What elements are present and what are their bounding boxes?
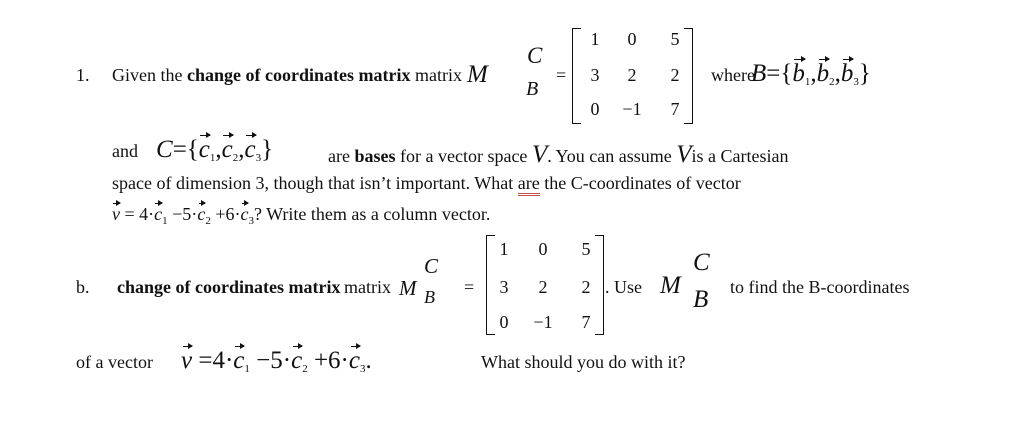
bold-term: change of coordinates matrix	[117, 277, 341, 297]
matrix-cell: 2	[627, 65, 637, 85]
bases-bold: bases	[354, 146, 396, 166]
matrix-cell: 2	[670, 65, 680, 85]
t: −5·	[249, 347, 292, 374]
matrix-cell: 0	[590, 99, 600, 119]
matrix-symbol: M	[660, 272, 681, 299]
matrix-cell: 2	[581, 277, 591, 297]
eq: =	[766, 60, 781, 87]
eq: =	[172, 136, 187, 163]
matrix-cell: 0	[538, 239, 548, 259]
spellcheck-word: are	[518, 173, 540, 196]
t: +6·	[307, 347, 349, 374]
t: = 4·	[120, 204, 155, 224]
vector-expression	[181, 348, 372, 375]
vector-c2: c	[197, 204, 206, 224]
vector-b3: b	[840, 60, 854, 87]
t: space of dimension 3, though that isn’t important. What	[112, 173, 514, 193]
bold-term: change of coordinates matrix	[186, 65, 411, 85]
sub: 3	[360, 363, 366, 375]
equals-sign: =	[556, 65, 567, 85]
question-text: What should you do with it?	[481, 352, 686, 372]
matrix-cell: 7	[670, 99, 680, 119]
line2-text	[328, 142, 788, 167]
t: for a vector space	[400, 146, 528, 166]
superscript-c: C	[693, 249, 710, 276]
sub: 1	[162, 215, 168, 227]
brace: }	[858, 60, 871, 87]
vector-expression	[112, 205, 490, 227]
matrix-cell: 5	[670, 29, 680, 49]
basis-c-set: $C=\{c_1,c_2,c_3\}$	[156, 136, 274, 164]
t: is a Cartesian	[691, 146, 789, 166]
vector-c2: c	[291, 347, 303, 374]
set-name: B	[751, 60, 767, 87]
t: .	[365, 347, 372, 374]
brace: }	[261, 136, 274, 163]
vector-v: v	[181, 347, 193, 374]
matrix-cell: 3	[590, 65, 600, 85]
t: =4·	[192, 347, 234, 374]
of-a-vector-text: of a vector	[76, 352, 153, 372]
sub: 1	[209, 152, 216, 164]
t: −5·	[167, 204, 198, 224]
vector-c3: c	[240, 204, 249, 224]
intro-text: Given the	[112, 65, 183, 85]
t: . You can assume	[547, 146, 672, 166]
part-b-label: b.	[76, 277, 90, 297]
sub: 3	[248, 215, 254, 227]
matrix-cell: −1	[533, 312, 553, 332]
question-number: 1.	[76, 65, 90, 85]
matrix-cell: 1	[499, 239, 509, 259]
where-text: where	[711, 65, 755, 85]
matrix-symbol: M	[399, 276, 417, 300]
vector-b2: b	[816, 60, 830, 87]
vector-c1: c	[233, 347, 245, 374]
sub: 2	[205, 215, 211, 227]
matrix-cell: 3	[499, 277, 509, 297]
subscript-b: B	[693, 286, 709, 313]
superscript-c: C	[424, 254, 439, 278]
vector-c3: c	[244, 136, 256, 163]
sub: 1	[244, 363, 250, 375]
t: are	[328, 146, 350, 166]
matrix-cell: 0	[499, 312, 509, 332]
vector-c1: c	[154, 204, 163, 224]
matrix-cell: 7	[581, 312, 591, 332]
vector-v: v	[112, 204, 120, 224]
brace: {	[780, 60, 793, 87]
space-v: V	[531, 141, 548, 168]
basis-b-set: $B=\{b_1,b_2,b_3\}$	[751, 60, 871, 88]
equals-sign: =	[464, 277, 475, 297]
sub: 2	[232, 152, 239, 164]
sub: 2	[829, 76, 835, 88]
use-text: . Use	[605, 277, 642, 297]
sub: 3	[853, 76, 859, 88]
matrix-cell: 0	[627, 29, 637, 49]
find-text: to find the B-coordinates	[730, 277, 910, 297]
vector-c1: c	[198, 136, 210, 163]
t: the C-coordinates of vector	[544, 173, 741, 193]
matrix-cell: 2	[538, 277, 548, 297]
subscript-b: B	[526, 78, 539, 100]
superscript-c: C	[527, 43, 543, 68]
sub: 3	[255, 152, 262, 164]
t: ? Write them as a column vector.	[253, 204, 491, 224]
matrix-cell: −1	[622, 99, 642, 119]
line3-text	[112, 174, 741, 192]
set-name: C	[156, 136, 173, 163]
matrix-symbol: M	[467, 61, 488, 88]
brace: {	[186, 136, 199, 163]
and-text: and	[112, 141, 138, 161]
vector-b1: b	[792, 60, 805, 87]
matrix-word: matrix	[344, 277, 391, 297]
matrix-cell: 1	[590, 29, 600, 49]
question-text: Given the change of coordinates matrix matrix	[112, 65, 462, 85]
t: +6·	[210, 204, 241, 224]
matrix-cell: 5	[581, 239, 591, 259]
vector-c2: c	[221, 136, 233, 163]
space-v: V	[676, 141, 692, 168]
subscript-b: B	[424, 287, 435, 307]
sub: 1	[804, 76, 811, 88]
vector-c3: c	[348, 347, 360, 374]
sub: 2	[302, 363, 308, 375]
